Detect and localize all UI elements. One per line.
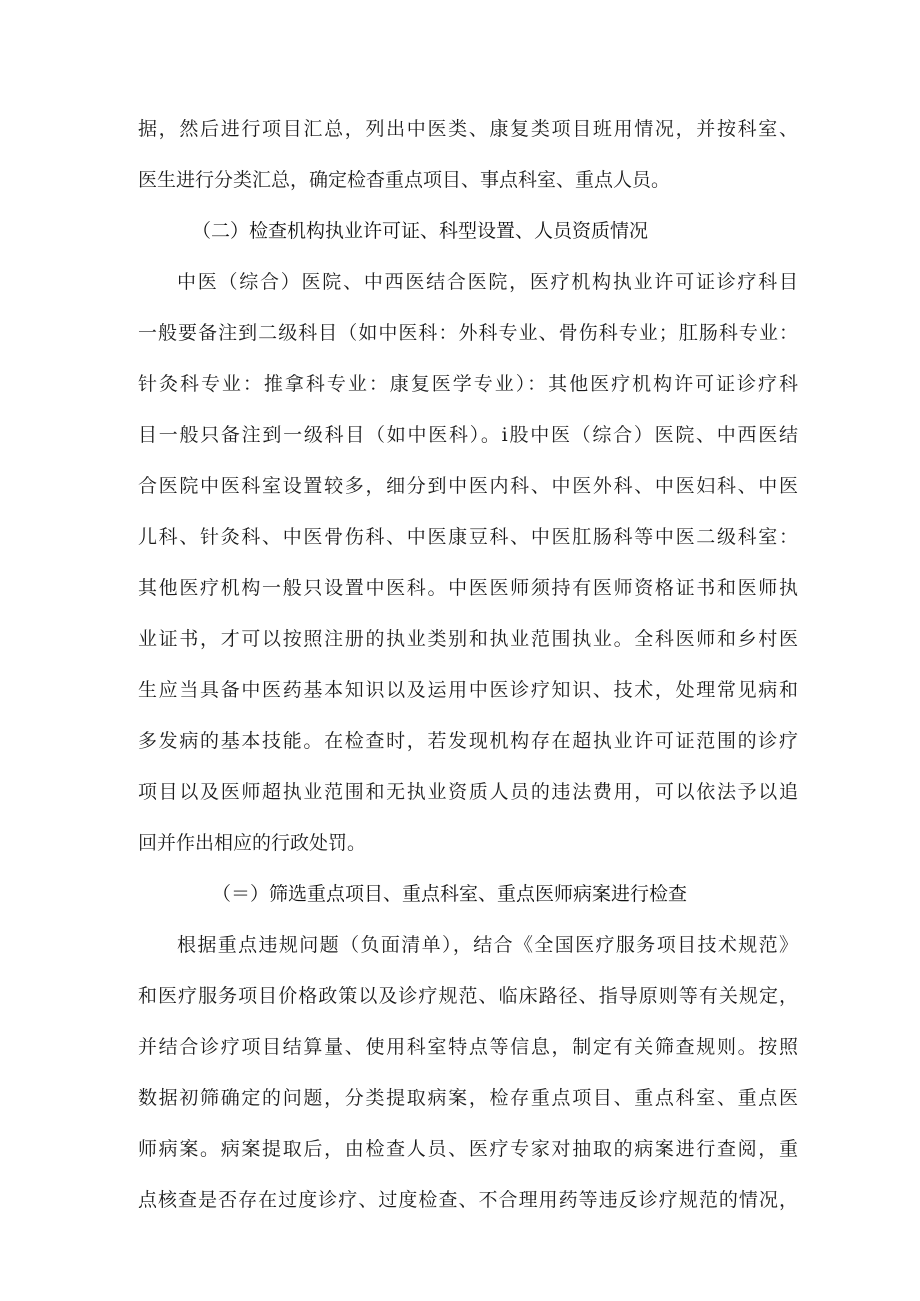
text-line: 其他医疗机构一般只设置中医科。中医医师须持有医师资格证书和医师执 — [138, 577, 798, 599]
text-line: 师病案。病案提取后，由检查人员、医疗专家对抽取的病案进行查阅，重 — [138, 1138, 798, 1160]
text-line: 业证书，才可以按照注册的执业类别和执业范围执业。全科医师和乡村医 — [138, 628, 798, 650]
text-line: 多发病的基本技能。在检查时，若发现机构存在超执业许可证范围的诊疗 — [138, 730, 798, 752]
section-heading: （＝）筛选重点项目、重点科室、重点医师病案进行检查 — [212, 883, 688, 905]
text-line: 针灸科专业：推拿科专业：康复医学专业）：其他医疗机构许可证诊疗科 — [138, 373, 798, 395]
text-line: 据，然后进行项目汇总，列出中医类、康复类项目班用情况，并按科室、 — [138, 118, 798, 140]
text-line: 生应当具备中医药基本知识以及运用中医诊疗知识、技术，处理常见病和 — [138, 679, 798, 701]
text-line: 点核查是否存在过度诊疗、过度检查、不合理用药等违反诊疗规范的情况， — [138, 1189, 798, 1211]
text-line: 并结合诊疗项目结算量、使用科室特点等信息，制定有关筛查规则。按照 — [138, 1036, 798, 1058]
paragraph — [138, 920, 798, 1226]
text-line: 儿科、针灸科、中医骨伤科、中医康豆科、中医肛肠科等中医二级科室： — [138, 526, 798, 548]
text-line: 目一般只备注到一级科目（如中医科）。i股中医（综合）医院、中西医结 — [138, 424, 798, 446]
text-line: 中医（综合）医院、中西医结合医院，医疗机构执业许可证诊疗科目 — [177, 271, 798, 293]
paragraph — [138, 257, 798, 869]
text-line: 合医院中医科室设置较多，细分到中医内科、中医外科、中医妇科、中医 — [138, 475, 798, 497]
text-line: 回并作出相应的行政处罚。 — [138, 832, 367, 854]
section-heading: （二）检查机构执业许可证、科型设置、人员资质情况 — [192, 220, 649, 242]
text-line: 一般要备注到二级科目（如中医科：外科专业、骨伤科专业；肛肠科专业： — [138, 322, 798, 344]
document-body — [138, 104, 798, 1226]
text-line: 数据初筛确定的问题，分类提取病案，检存重点项目、重点科室、重点医 — [138, 1087, 798, 1109]
text-line: 和医疗服务项目价格政策以及诊疗规范、临床路径、指导原则等有关规定， — [138, 985, 798, 1007]
text-line: 项目以及医师超执业范围和无执业资质人员的违法费用，可以依法予以追 — [138, 781, 798, 803]
paragraph — [138, 104, 798, 206]
text-line: 医生进行分类汇总，确定检杳重点项目、事点科室、重点人员。 — [138, 169, 671, 191]
text-line: 根据重点违规问题（负面清单），结合《全国医疗服务项目技术规范》 — [177, 934, 798, 956]
